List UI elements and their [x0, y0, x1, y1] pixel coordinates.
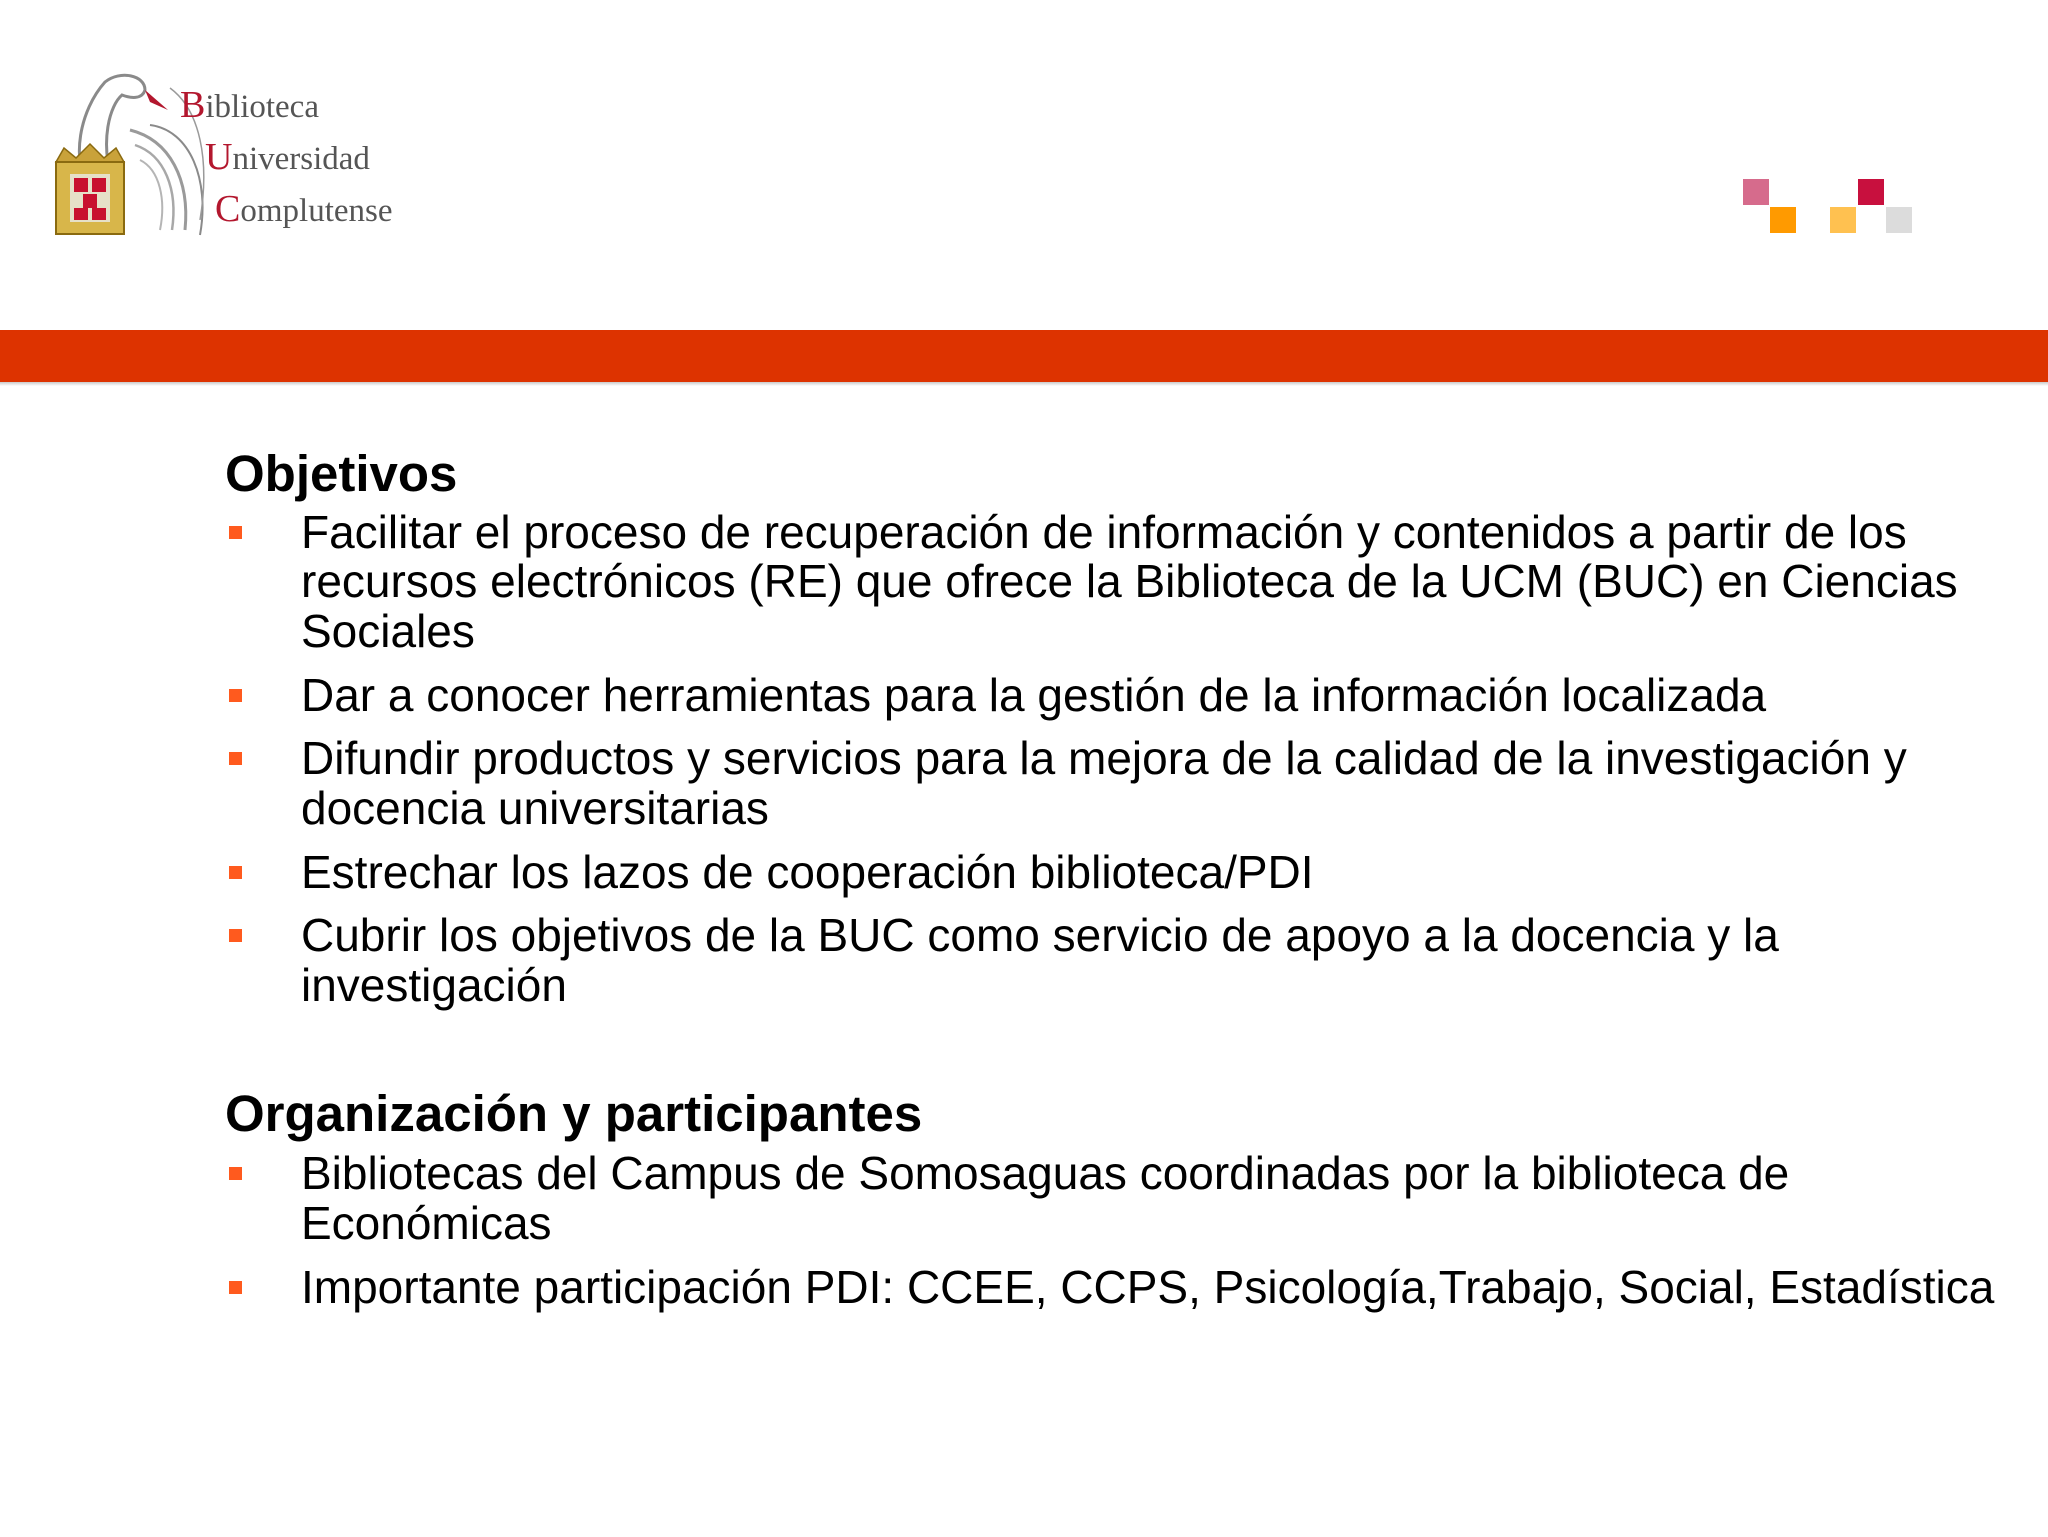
section-heading-objetivos: Objetivos: [225, 445, 458, 502]
objetivos-list: [225, 505, 2025, 1012]
header-band: [0, 330, 2048, 382]
library-logo: [50, 70, 395, 240]
list-item: Dar a conocer herramientas para la gestión de la información localizada: [225, 671, 2025, 721]
list-item: Estrechar los lazos de cooperación biblioteca/PDI: [225, 848, 2025, 898]
list-item: Importante participación PDI: CCEE, CCPS, Psicología,Trabajo, Social, Estadística: [225, 1263, 2025, 1313]
list-item: Facilitar el proceso de recuperación de información y contenidos a partir de los recursos electrónicos (RE) que ofrece la Biblioteca de la UCM (BUC) en Ciencias Sociales: [225, 508, 2025, 657]
deco-square-crimson: [1858, 179, 1884, 205]
list-item: Bibliotecas del Campus de Somosaguas coordinadas por la biblioteca de Económicas: [225, 1149, 2025, 1248]
bullet-square-icon: [229, 689, 242, 702]
bullet-square-icon: [229, 929, 242, 942]
bullet-square-icon: [229, 526, 242, 539]
organizacion-list: [225, 1149, 2025, 1312]
bullet-square-icon: [229, 1167, 242, 1180]
logo-line-universidad: Universidad: [205, 136, 370, 178]
bullet-square-icon: [229, 866, 242, 879]
list-item: Difundir productos y servicios para la mejora de la calidad de la investigación y docencia universitarias: [225, 734, 2025, 833]
deco-square-yellow: [1830, 207, 1856, 233]
header-band-shadow: [0, 382, 2048, 386]
slide-content: [225, 445, 2025, 1326]
deco-square-pink: [1743, 179, 1769, 205]
deco-square-orange: [1770, 207, 1796, 233]
bullet-square-icon: [229, 752, 242, 765]
decorative-squares: [1740, 175, 1920, 240]
logo-line-biblioteca: Biblioteca: [180, 84, 319, 126]
deco-square-gray: [1886, 207, 1912, 233]
logo-line-complutense: Complutense: [215, 188, 393, 230]
list-item: Cubrir los objetivos de la BUC como servicio de apoyo a la docencia y la investigación: [225, 911, 2025, 1010]
bullet-square-icon: [229, 1281, 242, 1294]
section-heading-organizacion: Organización y participantes: [225, 1084, 923, 1142]
